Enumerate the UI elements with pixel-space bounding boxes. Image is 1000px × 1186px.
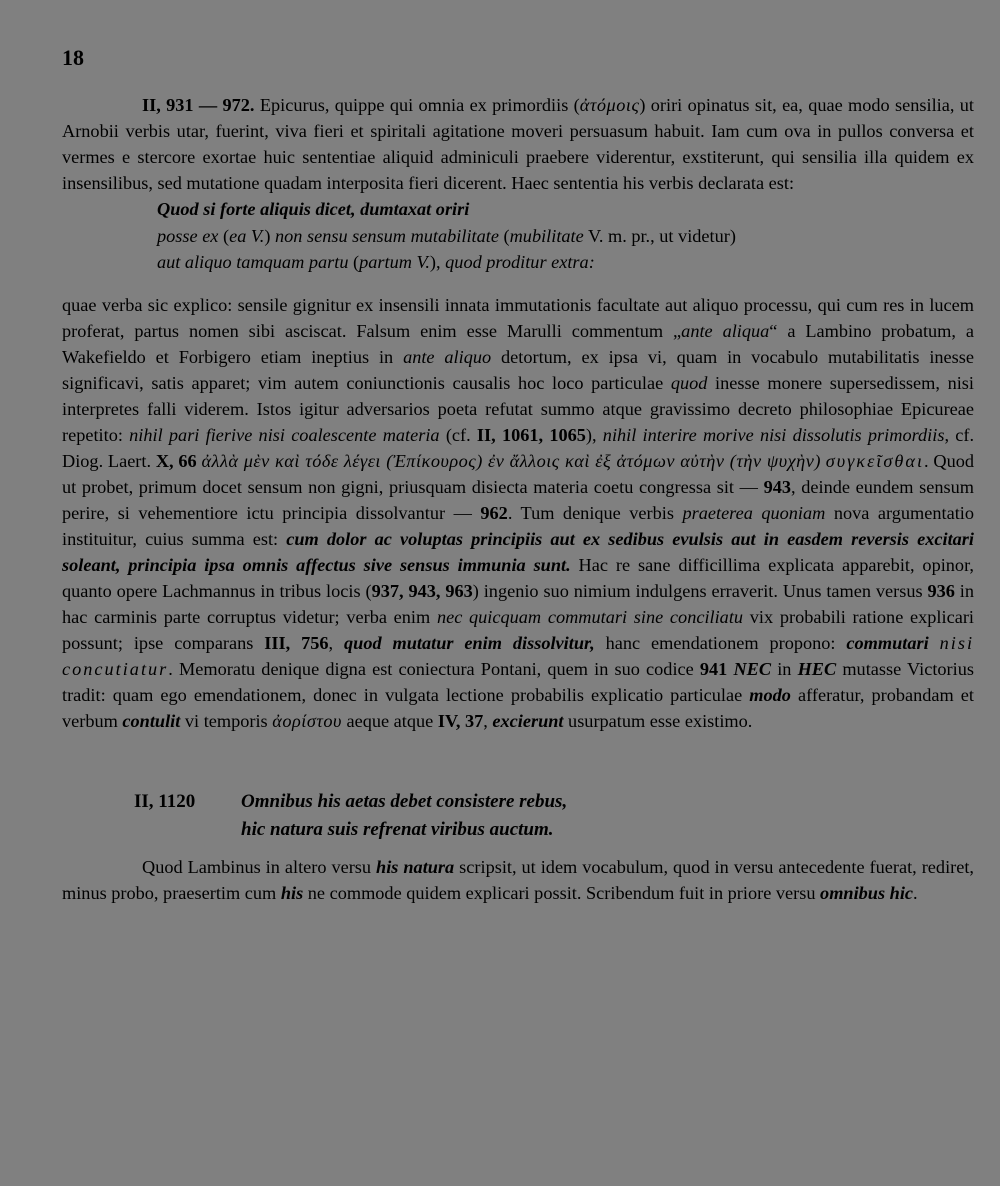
verse-line-2 bbox=[157, 223, 974, 250]
text-run: . bbox=[913, 882, 918, 903]
text-run: Quod si forte aliquis dicet, dumtaxat oriri bbox=[157, 199, 470, 219]
text-run: Epicurus, quippe qui omnia ex primordiis ( bbox=[254, 95, 580, 115]
text-run: detortum, ex ipsa vi, quam in vocabulo mutabilitatis inesse significavi, satis apparet; vim autem coniunctionis causalis hoc loco particulae bbox=[62, 346, 974, 393]
text-run: nihil interire morive nisi dissolutis primordiis bbox=[602, 424, 945, 445]
text-run: . Tum denique verbis bbox=[507, 502, 683, 523]
text-run: quod mutatur enim dissolvitur, bbox=[344, 632, 595, 653]
text-run: modo bbox=[749, 684, 791, 705]
page-number: 18 bbox=[62, 45, 84, 70]
text-run: excierunt bbox=[492, 710, 564, 731]
text-run: (cf. bbox=[439, 424, 477, 445]
text-run: hanc emendationem propono: bbox=[594, 632, 847, 653]
text-run: ἀορίστου bbox=[272, 710, 342, 731]
text-run: NEC bbox=[733, 658, 772, 679]
text-run: ante aliqua bbox=[681, 320, 770, 341]
text-run: III, 756 bbox=[264, 632, 329, 653]
section1-intro bbox=[62, 92, 974, 196]
text-run: nisi concutiatur bbox=[62, 632, 975, 679]
text-run: 941 bbox=[699, 658, 728, 679]
text-run: partum V. bbox=[359, 252, 430, 272]
text-run: , deinde eundem sensum perire, si vehementiore ictu principia dissolvantur — bbox=[62, 476, 974, 523]
text-run: ἀλλὰ μὲν καὶ τόδε λέγει (Ἐπίκουρος) ἐν ἄλλοις καὶ ἐξ ἀτόμων αὐτὴν (τὴν ψυχὴν) bbox=[201, 450, 821, 471]
text-run: his bbox=[280, 882, 304, 903]
verse-line-3 bbox=[157, 249, 974, 276]
section2-body bbox=[62, 854, 974, 906]
text-run: mutasse Victorius tradit: quam ego emendationem, donec in vulgata lectione probabilis explicatio particulae bbox=[62, 658, 974, 705]
text-run: his natura bbox=[376, 856, 455, 877]
section1-body bbox=[62, 292, 974, 734]
text-run: afferatur, probandam et verbum bbox=[62, 684, 974, 731]
text-run: Quod Lambinus in altero versu bbox=[142, 856, 377, 877]
text-run: in bbox=[771, 658, 798, 679]
text-run: non sensu sensum mutabilitate bbox=[275, 225, 499, 246]
text-run: V. m. pr., ut videtur) bbox=[583, 225, 736, 246]
text-run: 962 bbox=[480, 502, 508, 523]
text-run: aut aliquo tamquam partu bbox=[157, 252, 349, 272]
text-run: cum dolor ac voluptas principiis aut ex sedibus evulsis aut in easdem reversis excitari soleant, principia ipsa omnis affectus sive sensus immunia sunt. bbox=[62, 528, 974, 575]
text-run: ) ingenio suo nimium indulgens erraverit. Unus tamen versus bbox=[472, 580, 928, 601]
text-run: II, 1061, 1065 bbox=[476, 424, 586, 445]
text-run: posse ex bbox=[157, 225, 219, 246]
text-run: ), bbox=[429, 252, 446, 272]
text-run: ( bbox=[218, 225, 230, 246]
section2-verse-line-1: Omnibus his aetas debet consistere rebus, bbox=[241, 790, 568, 812]
text-run: ( bbox=[498, 225, 510, 246]
text-run: ne commode quidem explicari possit. Scribendum fuit in priore versu bbox=[303, 882, 821, 903]
text-run: scripsit, ut idem vocabulum, quod in versu antecedente fuerat, rediret, minus probo, praesertim cum bbox=[62, 856, 974, 903]
text-run: ), bbox=[585, 424, 603, 445]
section2-verse-line-2: hic natura suis refrenat viribus auctum. bbox=[241, 818, 554, 840]
text-run: nec quicquam commutari sine conciliatu bbox=[436, 606, 744, 627]
text-run: , bbox=[328, 632, 345, 653]
text-run: X, 66 bbox=[155, 450, 197, 471]
text-run: II, 931 — 972. bbox=[142, 95, 255, 115]
text-run: vix probabili ratione explicari possunt; ipse comparans bbox=[62, 606, 974, 653]
text-run: in hac carminis parte corruptus videtur; verba enim bbox=[62, 580, 974, 627]
text-run: quod bbox=[670, 372, 708, 393]
text-run: quod proditur extra: bbox=[445, 252, 595, 272]
text-run: 937, 943, 963 bbox=[371, 580, 473, 601]
text-run: , bbox=[483, 710, 493, 731]
section2-reference: II, 1120 bbox=[134, 790, 196, 812]
text-run: συγκεῖσθαι bbox=[825, 450, 925, 471]
text-run: omnibus hic bbox=[820, 882, 914, 903]
section-gap bbox=[62, 734, 974, 788]
text-run: . Memoratu denique digna est coniectura Pontani, quem in suo codice bbox=[168, 658, 700, 679]
text-run: ante aliquo bbox=[403, 346, 492, 367]
text-run: ἀτόμοις bbox=[579, 95, 640, 115]
text-run: mubilitate bbox=[509, 225, 584, 246]
text-run: 943 bbox=[763, 476, 792, 497]
text-run: ( bbox=[348, 252, 360, 272]
section2-verse bbox=[134, 788, 974, 844]
text-run: , cf. Diog. Laert. bbox=[62, 424, 975, 471]
text-run: ea V. bbox=[229, 225, 265, 246]
text-run: usurpatum esse existimo. bbox=[563, 710, 753, 731]
text-run: ) oriri opinatus sit, ea, quae modo sensilia, ut Arnobii verbis utar, fuerint, viva fieri et spiritali agitatione moveri persuasum habuit. Iam cum ova in pullos conversa et vermes e stercore exortae huic sententiae aliquid adminiculi praebere viderentur, exstiterunt, qui sensilia illa quidem ex insensilibus, sed mutatione quadam interposita fieri dicerent. Haec sententia his verbis declarata est: bbox=[62, 95, 974, 193]
text-run: ) bbox=[264, 225, 275, 246]
text-run: nihil pari fierive nisi coalescente materia bbox=[129, 424, 440, 445]
text-run: nova argumentatio instituitur, cuius summa est: bbox=[62, 502, 975, 549]
verse-line-1 bbox=[157, 196, 974, 223]
text-run: IV, 37 bbox=[437, 710, 484, 731]
section1-verse-quote bbox=[157, 196, 974, 276]
text-run: 936 bbox=[927, 580, 955, 601]
text-run: contulit bbox=[122, 710, 181, 731]
text-run: . Quod ut probet, primum docet sensum non gigni, priusquam disiecta materia coetu congressa sit — bbox=[62, 450, 975, 497]
text-run: commutari bbox=[846, 632, 929, 653]
text-run: HEC bbox=[797, 658, 837, 679]
text-run: aeque atque bbox=[341, 710, 438, 731]
text-run: “ a Lambino probatum, a Wakefieldo et Forbigero etiam ineptius in bbox=[62, 320, 974, 367]
text-run: vi temporis bbox=[180, 710, 273, 731]
text-run: inesse monere supersedissem, nisi interpretes falli viderem. Istos igitur adversarios poeta refutat summo atque gravissimo decreto philosophiae Epicureae repetito: bbox=[62, 372, 974, 445]
text-run: Hac re sane difficillima explicata apparebit, opinor, quanto opere Lachmannus in tribus locis ( bbox=[62, 554, 974, 601]
text-run: praeterea quoniam bbox=[682, 502, 826, 523]
text-run bbox=[929, 633, 940, 653]
text-run: quae verba sic explico: sensile gignitur ex insensili innata immutationis facultate aut aliquo processu, qui cum res in lucem proferat, partus nomen sibi asciscat. Falsum enim esse Marulli commentum „ bbox=[62, 294, 974, 341]
